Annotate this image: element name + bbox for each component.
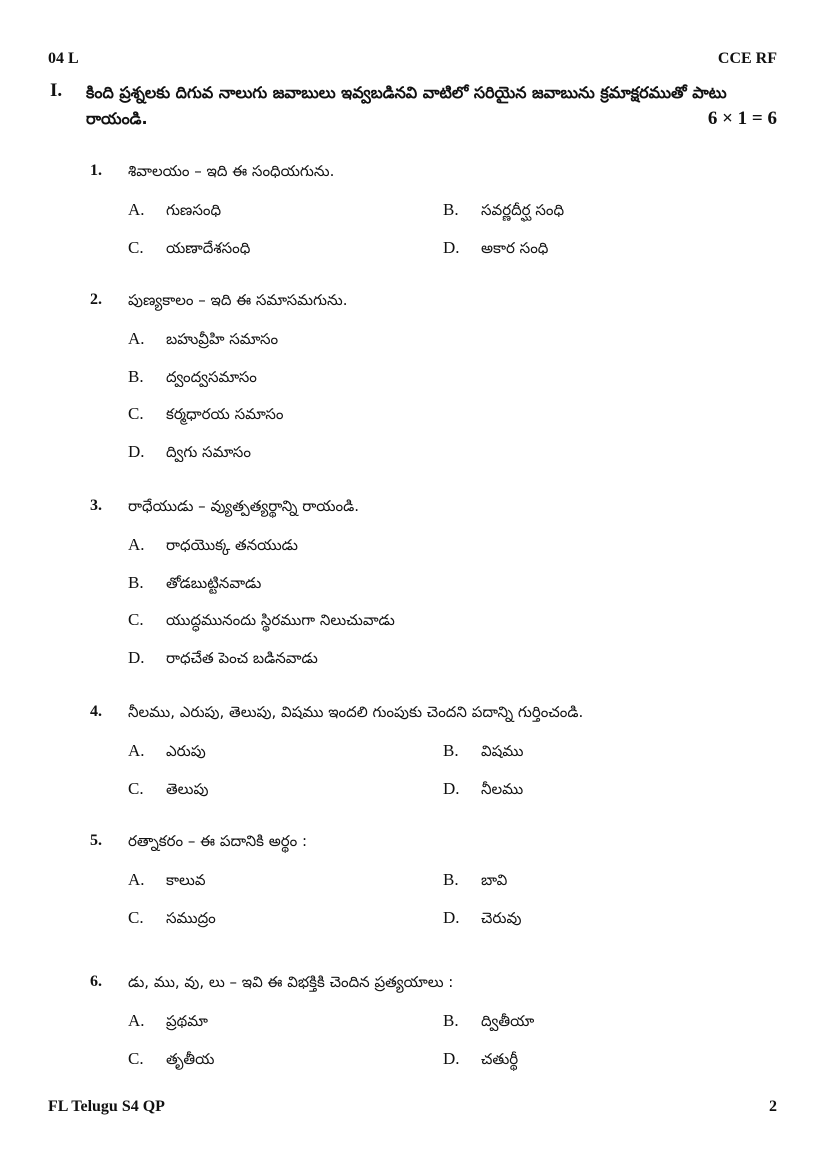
option-d: D. నీలము	[443, 779, 524, 798]
option-c: C. తృతీయ	[128, 1049, 215, 1068]
question-number: 3.	[90, 497, 102, 514]
question-text: రత్నాకరం – ఈ పదానికి అర్థం :	[128, 832, 308, 850]
option-a: A. ప్రథమా	[128, 1011, 208, 1030]
question-text: నీలము, ఎరుపు, తెలుపు, విషము ఇందలి గుంపుకు చెందని పదాన్ని గుర్తించండి.	[128, 703, 584, 721]
option-c: C. యుద్ధమునందు స్థిరముగా నిలుచువాడు	[128, 610, 395, 629]
question-text: రాధేయుడు – వ్యుత్పత్యర్థాన్ని రాయండి.	[128, 497, 360, 515]
question-number: 1.	[90, 162, 102, 179]
option-d: D. అకార సంధి	[443, 238, 549, 257]
option-d: D. చెరువు	[443, 908, 522, 927]
option-b: B. తోడబుట్టినవాడు	[128, 573, 262, 592]
option-a: A. బహువ్రీహి సమాసం	[128, 329, 279, 348]
section-marks: 6 × 1 = 6	[707, 108, 777, 129]
option-b: B. సవర్ణదీర్ఘ సంధి	[443, 200, 565, 219]
page-number: 2	[769, 1098, 777, 1115]
option-c: C. కర్మధారయ సమాసం	[128, 404, 284, 423]
option-a: A. కాలువ	[128, 870, 206, 889]
option-d: D. చతుర్థీ	[443, 1049, 519, 1068]
option-a: A. గుణసంధి	[128, 200, 222, 219]
option-b: B. బావి	[443, 870, 508, 889]
option-c: C. తెలుపు	[128, 779, 209, 798]
option-c: C. యణాదేశసంధి	[128, 238, 251, 257]
option-d: D. ద్విగు సమాసం	[128, 442, 251, 461]
question-text: శివాలయం – ఇది ఈ సంధియగును.	[128, 162, 335, 180]
section-number: I.	[50, 80, 63, 101]
option-b: B. ద్వంద్వసమాసం	[128, 367, 257, 386]
question-text: పుణ్యకాలం – ఇది ఈ సమాసమగును.	[128, 291, 348, 309]
question-number: 6.	[90, 973, 102, 990]
option-a: A. రాధయొక్క తనయుడు	[128, 535, 298, 554]
option-d: D. రాధచేత పెంచ బడినవాడు	[128, 648, 318, 667]
option-b: B. ద్వితీయా	[443, 1011, 535, 1030]
option-b: B. విషము	[443, 741, 524, 760]
paper-code: 04 L	[48, 50, 79, 67]
question-number: 2.	[90, 291, 102, 308]
question-text: డు, ము, వు, లు – ఇవి ఈ విభక్తికి చెందిన ప్రత్యయాలు :	[128, 973, 454, 991]
question-number: 4.	[90, 703, 102, 720]
option-a: A. ఎరుపు	[128, 741, 206, 760]
paper-label: CCE RF	[717, 50, 777, 67]
option-c: C. సముద్రం	[128, 908, 216, 927]
section-instruction: కింది ప్రశ్నలకు దిగువ నాలుగు జవాబులు ఇవ్వబడినవి వాటిలో సరియైన జవాబును క్రమాక్షరముతో పాటు రాయండి.	[86, 83, 727, 128]
footer-paper-name: FL Telugu S4 QP	[48, 1098, 165, 1115]
question-number: 5.	[90, 832, 102, 849]
